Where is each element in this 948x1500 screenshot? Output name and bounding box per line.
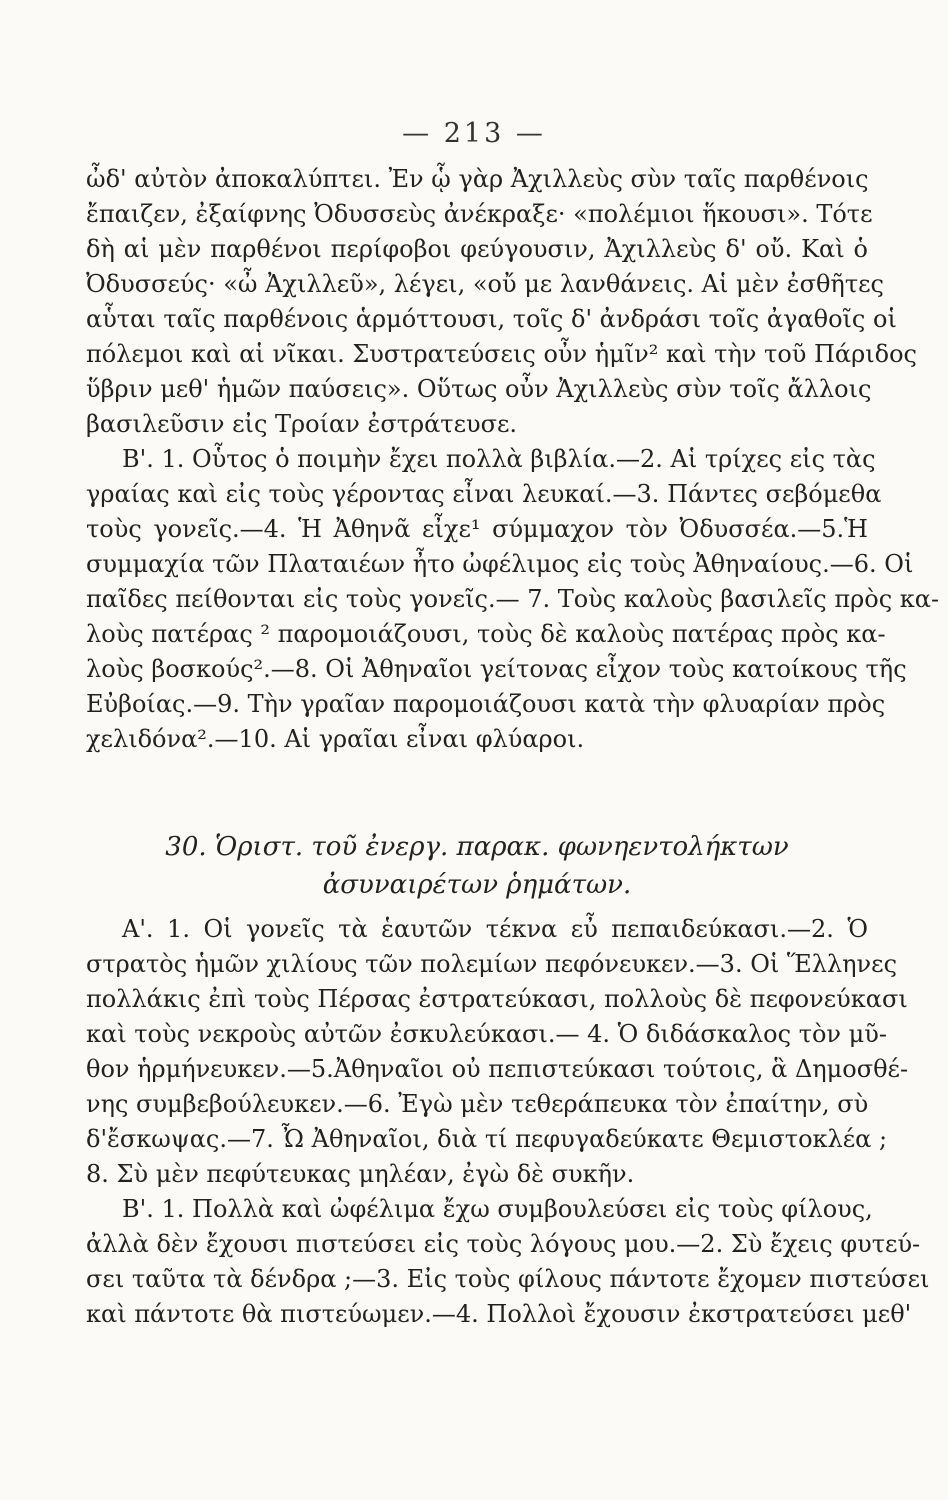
text-line: δὴ αἱ μὲν παρθένοι περίφοβοι φεύγουσιν, Ἀχιλλεὺς δ' οὔ. Καὶ ὁ <box>86 235 868 263</box>
text-line: χελιδόνα².—10. Αἱ γραῖαι εἶναι φλύαροι. <box>86 725 585 753</box>
text-line: καὶ πάντοτε θὰ πιστεύωμεν.—4. Πολλοὶ ἔχουσιν ἐκστρατεύσει μεθ' <box>86 1300 912 1328</box>
text-line: σει ταῦτα τὰ δένδρα ;—3. Εἰς τοὺς φίλους πάντοτε ἔχομεν πιστεύσει <box>86 1265 930 1293</box>
text-line: λοὺς πατέρας ² παρομοιάζουσι, τοὺς δὲ καλοὺς πατέρας πρὸς κα- <box>86 620 886 648</box>
text-line: παῖδες πείθονται εἰς τοὺς γονεῖς.— 7. Τοὺς καλοὺς βασιλεῖς πρὸς κα- <box>86 585 940 613</box>
text-line: ὦδ' αὐτὸν ἀποκαλύπτει. Ἐν ᾧ γὰρ Ἀχιλλεὺς σὺν ταῖς παρθένοις <box>86 165 869 193</box>
text-line: Β'. 1. Πολλὰ καὶ ὠφέλιμα ἔχω συμβουλεύσει εἰς τοὺς φίλους, <box>122 1195 873 1223</box>
text-line: Β'. 1. Οὗτος ὁ ποιμὴν ἔχει πολλὰ βιβλία.—2. Αἱ τρίχες εἰς τὰς <box>122 445 876 473</box>
section-heading-line: ἀσυναιρέτων ῥημάτων. <box>322 870 632 900</box>
text-line: βασιλεῦσιν εἰς Τροίαν ἐστράτευσε. <box>86 410 518 438</box>
text-line: δ'ἔσκωψας.—7. Ὦ Ἀθηναῖοι, διὰ τί πεφυγαδεύκατε Θεμιστοκλέα ; <box>86 1125 888 1153</box>
text-line: ὕβριν μεθ' ἡμῶν παύσεις». Οὕτως οὖν Ἀχιλλεὺς σὺν τοῖς ἄλλοις <box>86 375 872 403</box>
text-line: καὶ τοὺς νεκροὺς αὐτῶν ἐσκυλεύκασι.— 4. Ὁ διδάσκαλος τὸν μῦ- <box>86 1020 887 1048</box>
text-line: πολλάκις ἐπὶ τοὺς Πέρσας ἐστρατεύκασι, πολλοὺς δὲ πεφονεύκασι <box>86 985 908 1013</box>
text-line: ἔπαιζεν, ἐξαίφνης Ὀδυσσεὺς ἀνέκραξε· «πολέμιοι ἥκουσι». Τότε <box>86 200 873 228</box>
text-line: στρατὸς ἡμῶν χιλίους τῶν πολεμίων πεφόνευκεν.—3. Οἱ Ἕλληνες <box>86 950 898 978</box>
text-line: ἀλλὰ δὲν ἔχουσι πιστεύσει εἰς τοὺς λόγους μου.—2. Σὺ ἔχεις φυτεύ- <box>86 1230 921 1258</box>
section-heading <box>86 828 868 904</box>
text-block-upper <box>86 162 940 757</box>
text-line: αὗται ταῖς παρθένοις ἁρμόττουσι, τοῖς δ' ἀνδράσι τοῖς ἀγαθοῖς οἱ <box>86 305 897 333</box>
text-line: γραίας καὶ εἰς τοὺς γέροντας εἶναι λευκαί.—3. Πάντες σεβόμεθα <box>86 480 882 508</box>
text-block-lower <box>86 912 930 1332</box>
section-heading-line: 30. Ὁριστ. τοῦ ἐνεργ. παρακ. φωνηεντολήκτων <box>165 832 789 862</box>
text-line: Ὀδυσσεύς· «ὦ Ἀχιλλεῦ», λέγει, «οὔ με λανθάνεις. Αἱ μὲν ἐσθῆτες <box>86 270 884 298</box>
text-line: τοὺς γονεῖς.—4. Ἡ Ἀθηνᾶ εἶχε¹ σύμμαχον τὸν Ὀδυσσέα.—5.Ἡ <box>86 515 868 543</box>
page-number: — 213 — <box>402 118 546 149</box>
text-line: θον ἡρμήνευκεν.—5.Ἀθηναῖοι οὐ πεπιστεύκασι τούτοις, ἃ Δημοσθέ- <box>86 1055 909 1083</box>
text-line: Εὐβοίας.—9. Τὴν γραῖαν παρομοιάζουσι κατὰ τὴν φλυαρίαν πρὸς <box>86 690 886 718</box>
text-line: λοὺς βοσκούς².—8. Οἱ Ἀθηναῖοι γείτονας εἶχον τοὺς κατοίκους τῆς <box>86 655 907 683</box>
text-line: πόλεμοι καὶ αἱ νῖκαι. Συστρατεύσεις οὖν ἡμῖν² καὶ τὴν τοῦ Πάριδος <box>86 340 917 368</box>
text-line: νης συμβεβούλευκεν.—6. Ἐγὼ μὲν τεθεράπευκα τὸν ἐπαίτην, σὺ <box>86 1090 869 1118</box>
text-line: 8. Σὺ μὲν πεφύτευκας μηλέαν, ἐγὼ δὲ συκῆν. <box>86 1160 635 1188</box>
text-line: συμμαχία τῶν Πλαταιέων ἦτο ὠφέλιμος εἰς τοὺς Ἀθηναίους.—6. Οἱ <box>86 550 914 578</box>
text-line: Α'. 1. Οἱ γονεῖς τὰ ἑαυτῶν τέκνα εὖ πεπαιδεύκασι.—2. Ὁ <box>122 915 868 943</box>
